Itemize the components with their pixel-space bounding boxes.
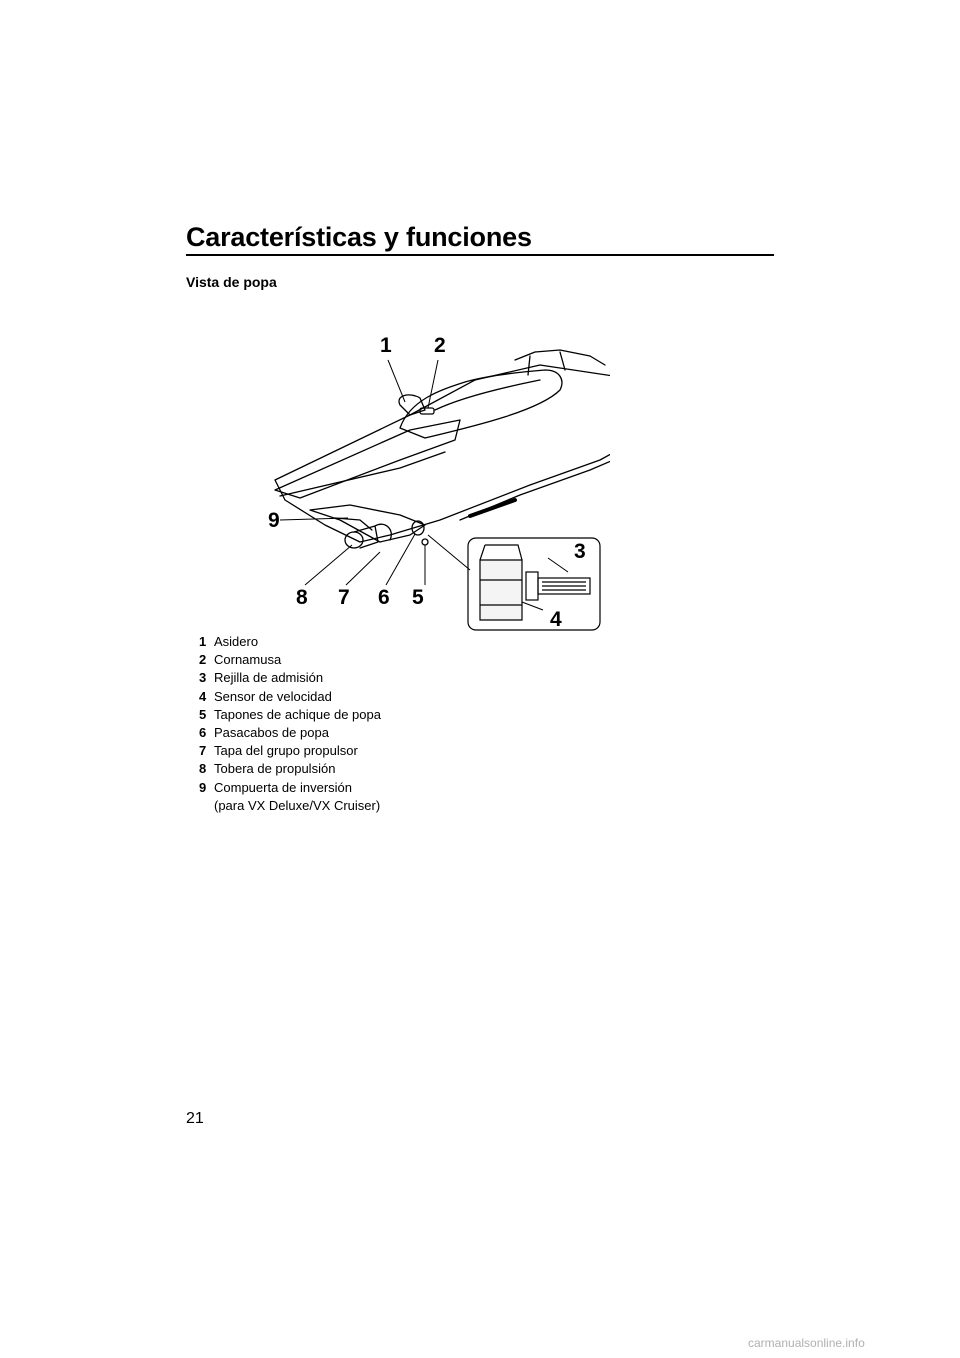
- legend-item: [199, 779, 381, 815]
- watermark: carmanualsonline.info: [748, 1336, 865, 1350]
- callout-1: 1: [380, 334, 392, 357]
- legend-number: 1: [199, 634, 207, 649]
- page-number: 21: [186, 1110, 204, 1127]
- legend-item: [199, 651, 381, 669]
- legend-number: 3: [199, 670, 207, 686]
- drain-plug: [422, 539, 428, 545]
- legend-item: [199, 706, 381, 724]
- callout-8: 8: [296, 586, 308, 609]
- legend-number: 2: [199, 652, 207, 668]
- legend-text: Asidero: [214, 634, 259, 649]
- watercraft-illustration: [260, 320, 610, 640]
- legend-text: Tapones de achique de popa: [214, 706, 381, 722]
- legend-text: Pasacabos de popa: [214, 725, 329, 741]
- legend-text: Tobera de propulsión: [214, 761, 336, 777]
- callout-4: 4: [550, 608, 562, 631]
- legend-number: 9: [199, 779, 207, 795]
- legend-item: [199, 669, 381, 687]
- rear-deck: [275, 420, 460, 498]
- callout-5: 5: [412, 586, 424, 609]
- callout-9: 9: [268, 509, 280, 532]
- legend-text: Compuerta de inversión (para VX Deluxe/VX Cruiser): [214, 779, 381, 813]
- legend-item: [199, 724, 381, 742]
- legend-text: Rejilla de admisión: [214, 670, 324, 686]
- legend-text: Tapa del grupo propulsor: [214, 743, 358, 759]
- stern: [310, 505, 425, 542]
- watercraft-rear-view-figure: [260, 320, 610, 640]
- title-rule: [186, 254, 774, 256]
- legend-number: 6: [199, 725, 207, 741]
- legend-number: 7: [199, 743, 207, 759]
- legend-text: Sensor de velocidad: [214, 688, 332, 704]
- callout-3: 3: [574, 540, 586, 563]
- legend-item: [199, 742, 381, 760]
- parts-legend: [199, 633, 381, 815]
- legend-item: [199, 688, 381, 706]
- legend-number: 8: [199, 761, 207, 777]
- callout-2: 2: [434, 334, 446, 357]
- legend-number: 4: [199, 688, 207, 704]
- callout-7: 7: [338, 586, 350, 609]
- handlebar: [515, 350, 590, 360]
- legend-number: 5: [199, 706, 207, 722]
- callout-6: 6: [378, 586, 390, 609]
- legend-item: [199, 633, 381, 651]
- legend-text: Cornamusa: [214, 652, 282, 668]
- jet-nozzle: [345, 532, 363, 548]
- section-heading: Vista de popa: [186, 274, 277, 290]
- legend-item: [199, 760, 381, 778]
- page-title: Características y funciones: [186, 222, 532, 252]
